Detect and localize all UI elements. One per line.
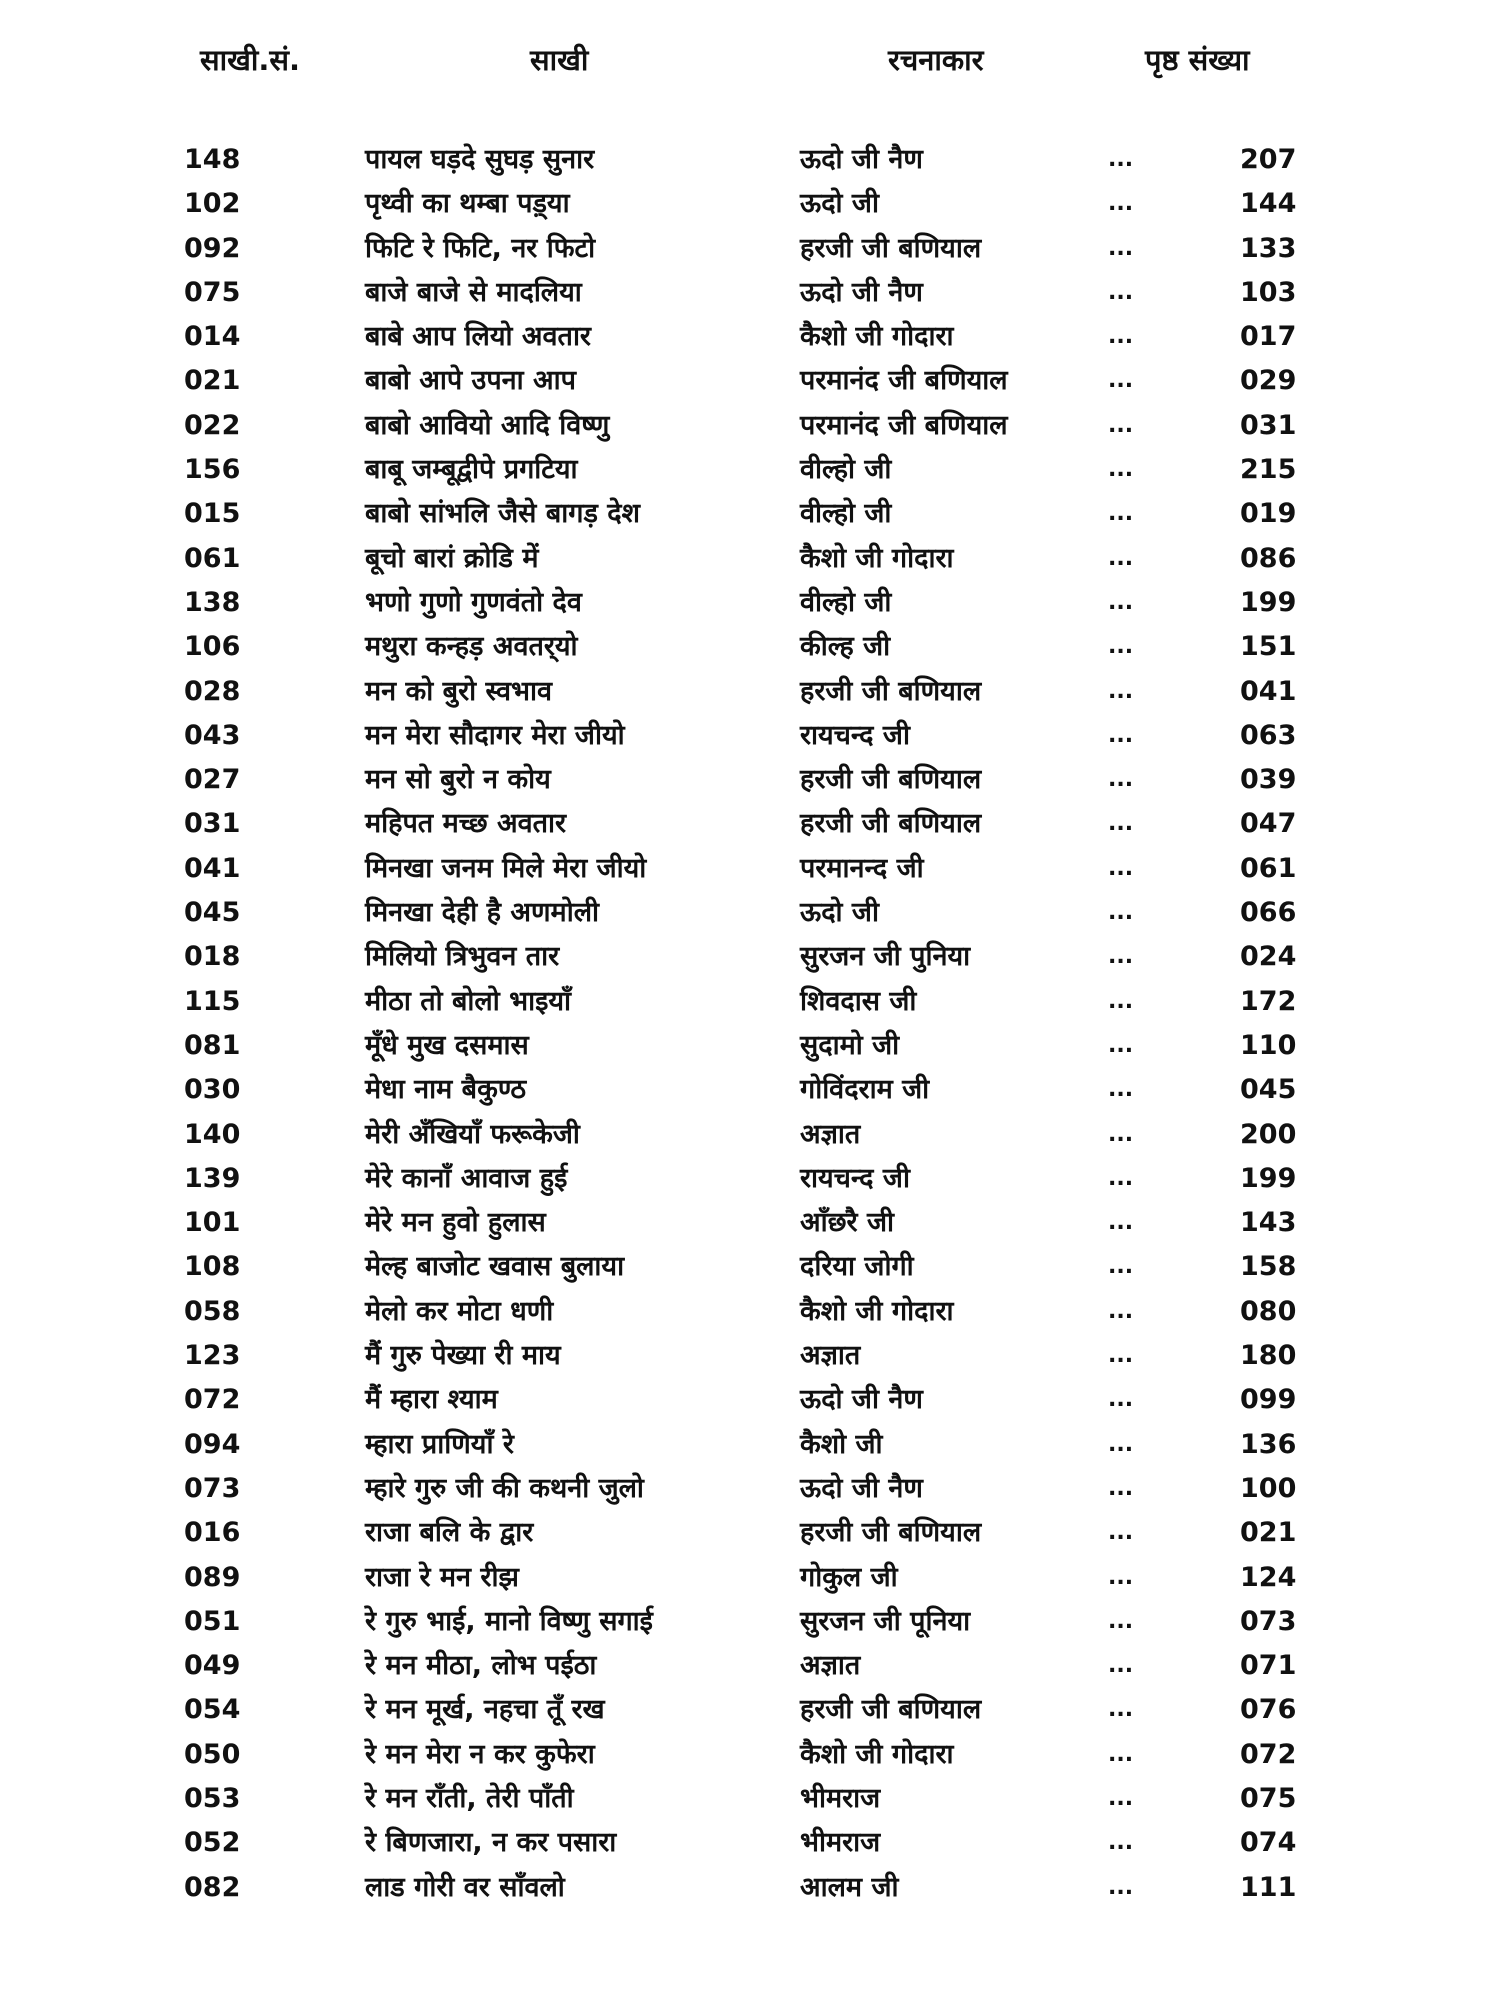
- sakhi-title: महिपत मच्छ अवतार: [365, 808, 567, 840]
- table-row: [0, 492, 1500, 536]
- leader-dots: ...: [1108, 279, 1134, 305]
- sakhi-title: मन को बुरो स्वभाव: [365, 675, 553, 707]
- page-number: 136: [1240, 1428, 1297, 1460]
- sakhi-title: बाबो सांभलि जैसे बागड़ देश: [365, 498, 640, 530]
- page-number: 039: [1240, 764, 1297, 796]
- table-row: [0, 1688, 1500, 1732]
- table-row: [0, 1068, 1500, 1112]
- page-number: 200: [1240, 1118, 1297, 1150]
- sakhi-number: 022: [184, 409, 241, 441]
- author-name: हरजी जी बणियाल: [800, 675, 982, 707]
- author-name: ऊदो जी नैण: [800, 1472, 923, 1504]
- leader-dots: ...: [1108, 900, 1134, 926]
- sakhi-number: 094: [184, 1428, 241, 1460]
- author-name: ऊदो जी नैण: [800, 144, 923, 175]
- leader-dots: ...: [1108, 944, 1134, 970]
- table-row: [0, 271, 1500, 315]
- sakhi-number: 123: [184, 1340, 241, 1372]
- sakhi-number: 108: [184, 1251, 241, 1283]
- page-number: 041: [1240, 675, 1297, 707]
- page-number: 199: [1240, 586, 1297, 618]
- leader-dots: ...: [1108, 324, 1134, 350]
- author-name: कैशो जी: [800, 1428, 883, 1460]
- table-row: [0, 980, 1500, 1024]
- leader-dots: ...: [1108, 545, 1134, 571]
- sakhi-title: बूचो बारां क्रोडि में: [365, 542, 539, 574]
- leader-dots: ...: [1108, 457, 1134, 483]
- sakhi-title: बाजे बाजे से मादलिया: [365, 276, 582, 308]
- leader-dots: ...: [1108, 1298, 1134, 1324]
- table-row: [0, 847, 1500, 891]
- page-number: 061: [1240, 852, 1297, 884]
- sakhi-number: 028: [184, 675, 241, 707]
- leader-dots: ...: [1108, 589, 1134, 615]
- leader-dots: ...: [1108, 235, 1134, 261]
- author-name: वील्हो जी: [800, 454, 892, 486]
- table-row: [0, 1423, 1500, 1467]
- table-row: [0, 1245, 1500, 1289]
- page-number: 158: [1240, 1251, 1297, 1283]
- author-name: परमानन्द जी: [800, 852, 924, 884]
- sakhi-title: म्हारा प्राणियाँ रे: [365, 1428, 514, 1460]
- table-row: [0, 1157, 1500, 1201]
- sakhi-title: फिटि रे फिटि, नर फिटो: [365, 232, 596, 264]
- sakhi-title: रे मन मीठा, लोभ पईठा: [365, 1650, 597, 1682]
- table-row: [0, 359, 1500, 403]
- sakhi-title: म्हारे गुरु जी की कथनी जुलो: [365, 1472, 644, 1504]
- sakhi-title: मिनखा देही है अणमोली: [365, 897, 599, 929]
- sakhi-title: पायल घड़दे सुघड़ सुनार: [365, 144, 595, 175]
- page-number: 144: [1240, 188, 1297, 220]
- leader-dots: ...: [1108, 501, 1134, 527]
- sakhi-number: 041: [184, 852, 241, 884]
- author-name: रायचन्द जी: [800, 1162, 910, 1194]
- table-row: [0, 1378, 1500, 1422]
- table-row: [0, 1733, 1500, 1777]
- sakhi-number: 156: [184, 454, 241, 486]
- page-number: 143: [1240, 1207, 1297, 1239]
- sakhi-number: 043: [184, 719, 241, 751]
- author-name: ऊदो जी: [800, 188, 879, 220]
- sakhi-title: रे मन मेरा न कर कुफेरा: [365, 1738, 595, 1770]
- author-name: सुरजन जी पूनिया: [800, 1605, 971, 1637]
- table-row: [0, 802, 1500, 846]
- sakhi-number: 058: [184, 1295, 241, 1327]
- table-row: [0, 1113, 1500, 1157]
- sakhi-number: 014: [184, 321, 241, 353]
- sakhi-title: लाड गोरी वर साँवलो: [365, 1871, 565, 1903]
- page-number: 029: [1240, 365, 1297, 397]
- author-name: वील्हो जी: [800, 586, 892, 618]
- page-number: 019: [1240, 498, 1297, 530]
- author-name: कैशो जी गोदारा: [800, 1738, 954, 1770]
- sakhi-title: रे बिणजारा, न कर पसारा: [365, 1827, 617, 1859]
- table-row: [0, 1467, 1500, 1511]
- sakhi-title: बाबे आप लियो अवतार: [365, 321, 591, 353]
- header-sakhi: साखी: [530, 43, 589, 77]
- leader-dots: ...: [1108, 767, 1134, 793]
- sakhi-title: राजा रे मन रीझ: [365, 1561, 519, 1593]
- table-row: [0, 1511, 1500, 1555]
- leader-dots: ...: [1108, 1874, 1134, 1900]
- leader-dots: ...: [1108, 1210, 1134, 1236]
- page-number: 199: [1240, 1162, 1297, 1194]
- page-number: 024: [1240, 941, 1297, 973]
- table-row: [0, 227, 1500, 271]
- sakhi-number: 050: [184, 1738, 241, 1770]
- page-number: 103: [1240, 276, 1297, 308]
- page-number: 071: [1240, 1650, 1297, 1682]
- page-number: 172: [1240, 985, 1297, 1017]
- leader-dots: ...: [1108, 722, 1134, 748]
- leader-dots: ...: [1108, 368, 1134, 394]
- sakhi-title: मेल्ह बाजोट खवास बुलाया: [365, 1251, 625, 1283]
- sakhi-title: मन मेरा सौदागर मेरा जीयो: [365, 719, 625, 751]
- sakhi-title: मेलो कर मोटा धणी: [365, 1295, 554, 1327]
- leader-dots: ...: [1108, 1165, 1134, 1191]
- leader-dots: ...: [1108, 1653, 1134, 1679]
- sakhi-number: 082: [184, 1871, 241, 1903]
- sakhi-title: मैं म्हारा श्याम: [365, 1384, 498, 1416]
- sakhi-number: 016: [184, 1517, 241, 1549]
- sakhi-number: 075: [184, 276, 241, 308]
- leader-dots: ...: [1108, 855, 1134, 881]
- page-number: 151: [1240, 631, 1297, 663]
- sakhi-title: मैं गुरु पेख्या री माय: [365, 1340, 561, 1372]
- page-number: 133: [1240, 232, 1297, 264]
- sakhi-title: बाबू जम्बूद्वीपे प्रगटिया: [365, 454, 578, 486]
- sakhi-number: 053: [184, 1782, 241, 1814]
- table-row: [0, 1600, 1500, 1644]
- leader-dots: ...: [1108, 1564, 1134, 1590]
- leader-dots: ...: [1108, 191, 1134, 217]
- author-name: अज्ञात: [800, 1650, 861, 1682]
- table-row: [0, 758, 1500, 802]
- page-number: 086: [1240, 542, 1297, 574]
- author-name: कैशो जी गोदारा: [800, 321, 954, 353]
- page-number: 124: [1240, 1561, 1297, 1593]
- author-name: हरजी जी बणियाल: [800, 1694, 982, 1726]
- table-row: [0, 1821, 1500, 1865]
- table-row: [0, 404, 1500, 448]
- sakhi-number: 052: [184, 1827, 241, 1859]
- table-row: [0, 182, 1500, 226]
- sakhi-title: मेरे मन हुवो हुलास: [365, 1207, 546, 1239]
- author-name: सुरजन जी पुनिया: [800, 941, 971, 973]
- page-number: 076: [1240, 1694, 1297, 1726]
- author-name: कैशो जी गोदारा: [800, 542, 954, 574]
- page-number: 045: [1240, 1074, 1297, 1106]
- author-name: हरजी जी बणियाल: [800, 764, 982, 796]
- page-number: 099: [1240, 1384, 1297, 1416]
- sakhi-number: 031: [184, 808, 241, 840]
- author-name: परमानंद जी बणियाल: [800, 365, 1008, 397]
- table-row: [0, 670, 1500, 714]
- table-row: [0, 315, 1500, 359]
- sakhi-number: 081: [184, 1029, 241, 1061]
- page-number: 110: [1240, 1029, 1297, 1061]
- sakhi-number: 073: [184, 1472, 241, 1504]
- sakhi-number: 148: [184, 144, 241, 175]
- author-name: वील्हो जी: [800, 498, 892, 530]
- author-name: शिवदास जी: [800, 985, 917, 1017]
- page-number: 063: [1240, 719, 1297, 751]
- page-number: 180: [1240, 1340, 1297, 1372]
- author-name: आलम जी: [800, 1871, 899, 1903]
- sakhi-number: 051: [184, 1605, 241, 1637]
- sakhi-title: मिलियो त्रिभुवन तार: [365, 941, 560, 973]
- sakhi-number: 140: [184, 1118, 241, 1150]
- page-number: 031: [1240, 409, 1297, 441]
- sakhi-number: 061: [184, 542, 241, 574]
- sakhi-title: रे मन मूर्ख, नहचा तूँ रख: [365, 1694, 605, 1726]
- author-name: गोविंदराम जी: [800, 1074, 930, 1106]
- author-name: रायचन्द जी: [800, 719, 910, 751]
- leader-dots: ...: [1108, 412, 1134, 438]
- author-name: अज्ञात: [800, 1118, 861, 1150]
- index-table-body: [0, 138, 1500, 1910]
- table-row: [0, 1334, 1500, 1378]
- sakhi-title: रे मन राँती, तेरी पाँती: [365, 1782, 574, 1814]
- author-name: परमानंद जी बणियाल: [800, 409, 1008, 441]
- leader-dots: ...: [1108, 1475, 1134, 1501]
- leader-dots: ...: [1108, 1608, 1134, 1634]
- table-row: [0, 625, 1500, 669]
- page-number: 074: [1240, 1827, 1297, 1859]
- sakhi-title: बाबो आपे उपना आप: [365, 365, 576, 397]
- sakhi-number: 015: [184, 498, 241, 530]
- sakhi-title: मेरी अँखियाँ फरूकेजी: [365, 1118, 580, 1150]
- page-number: 047: [1240, 808, 1297, 840]
- author-name: भीमराज: [800, 1827, 881, 1859]
- leader-dots: ...: [1108, 988, 1134, 1014]
- leader-dots: ...: [1108, 1343, 1134, 1369]
- leader-dots: ...: [1108, 1520, 1134, 1546]
- author-name: ऊदो जी नैण: [800, 1384, 923, 1416]
- sakhi-number: 045: [184, 897, 241, 929]
- author-name: कैशो जी गोदारा: [800, 1295, 954, 1327]
- table-row: [0, 1201, 1500, 1245]
- table-row: [0, 448, 1500, 492]
- sakhi-number: 021: [184, 365, 241, 397]
- sakhi-number: 054: [184, 1694, 241, 1726]
- sakhi-title: रे गुरु भाई, मानो विष्णु सगाई: [365, 1605, 653, 1637]
- table-row: [0, 138, 1500, 182]
- sakhi-number: 092: [184, 232, 241, 264]
- leader-dots: ...: [1108, 1431, 1134, 1457]
- sakhi-title: मूँधे मुख दसमास: [365, 1029, 529, 1061]
- header-page-number: पृष्ठ संख्या: [1145, 43, 1250, 77]
- page-number: 017: [1240, 321, 1297, 353]
- sakhi-title: मिनखा जनम मिले मेरा जीयो: [365, 852, 647, 884]
- table-row: [0, 714, 1500, 758]
- page-number: 080: [1240, 1295, 1297, 1327]
- page-number: 021: [1240, 1517, 1297, 1549]
- page-number: 215: [1240, 454, 1297, 486]
- sakhi-title: मीठा तो बोलो भाइयाँ: [365, 985, 571, 1017]
- page-number: 111: [1240, 1871, 1297, 1903]
- table-row: [0, 1866, 1500, 1910]
- sakhi-number: 027: [184, 764, 241, 796]
- page-number: 072: [1240, 1738, 1297, 1770]
- table-row: [0, 1777, 1500, 1821]
- sakhi-title: मेरे कानाँ आवाज हुई: [365, 1162, 568, 1194]
- table-row: [0, 1556, 1500, 1600]
- author-name: ऊदो जी: [800, 897, 879, 929]
- author-name: कील्ह जी: [800, 631, 891, 663]
- sakhi-number: 102: [184, 188, 241, 220]
- sakhi-number: 072: [184, 1384, 241, 1416]
- sakhi-number: 115: [184, 985, 241, 1017]
- sakhi-title: मथुरा कन्हड़ अवतर्‌यो: [365, 631, 578, 663]
- author-name: भीमराज: [800, 1782, 881, 1814]
- page-number: 207: [1240, 144, 1297, 175]
- sakhi-number: 106: [184, 631, 241, 663]
- table-row: [0, 891, 1500, 935]
- leader-dots: ...: [1108, 1254, 1134, 1280]
- author-name: आँछरै जी: [800, 1207, 894, 1239]
- table-row: [0, 1290, 1500, 1334]
- sakhi-number: 089: [184, 1561, 241, 1593]
- sakhi-number: 049: [184, 1650, 241, 1682]
- author-name: ऊदो जी नैण: [800, 276, 923, 308]
- leader-dots: ...: [1108, 1741, 1134, 1767]
- leader-dots: ...: [1108, 1697, 1134, 1723]
- table-header: [0, 40, 1500, 90]
- table-row: [0, 581, 1500, 625]
- author-name: अज्ञात: [800, 1340, 861, 1372]
- leader-dots: ...: [1108, 1387, 1134, 1413]
- author-name: दरिया जोगी: [800, 1251, 914, 1283]
- sakhi-number: 030: [184, 1074, 241, 1106]
- header-author: रचनाकार: [888, 43, 984, 77]
- author-name: गोकुल जी: [800, 1561, 898, 1593]
- table-row: [0, 935, 1500, 979]
- leader-dots: ...: [1108, 1121, 1134, 1147]
- sakhi-number: 018: [184, 941, 241, 973]
- leader-dots: ...: [1108, 147, 1134, 172]
- sakhi-title: मेधा नाम बैकुण्ठ: [365, 1074, 527, 1106]
- sakhi-number: 138: [184, 586, 241, 618]
- author-name: सुदामो जी: [800, 1029, 900, 1061]
- table-row: [0, 1644, 1500, 1688]
- leader-dots: ...: [1108, 1077, 1134, 1103]
- leader-dots: ...: [1108, 1032, 1134, 1058]
- sakhi-number: 139: [184, 1162, 241, 1194]
- table-row: [0, 1024, 1500, 1068]
- leader-dots: ...: [1108, 1830, 1134, 1856]
- header-sakhi-number: साखी.सं.: [200, 43, 300, 77]
- leader-dots: ...: [1108, 811, 1134, 837]
- table-row: [0, 537, 1500, 581]
- author-name: हरजी जी बणियाल: [800, 808, 982, 840]
- page-number: 100: [1240, 1472, 1297, 1504]
- sakhi-title: भणो गुणो गुणवंतो देव: [365, 586, 582, 618]
- page-number: 075: [1240, 1782, 1297, 1814]
- sakhi-title: राजा बलि के द्वार: [365, 1517, 534, 1549]
- leader-dots: ...: [1108, 678, 1134, 704]
- leader-dots: ...: [1108, 634, 1134, 660]
- sakhi-title: मन सो बुरो न कोय: [365, 764, 551, 796]
- leader-dots: ...: [1108, 1785, 1134, 1811]
- sakhi-title: बाबो आवियो आदि विष्णु: [365, 409, 610, 441]
- page-number: 073: [1240, 1605, 1297, 1637]
- sakhi-title: पृथ्वी का थम्बा पड़्या: [365, 188, 570, 220]
- page-number: 066: [1240, 897, 1297, 929]
- author-name: हरजी जी बणियाल: [800, 232, 982, 264]
- author-name: हरजी जी बणियाल: [800, 1517, 982, 1549]
- sakhi-number: 101: [184, 1207, 241, 1239]
